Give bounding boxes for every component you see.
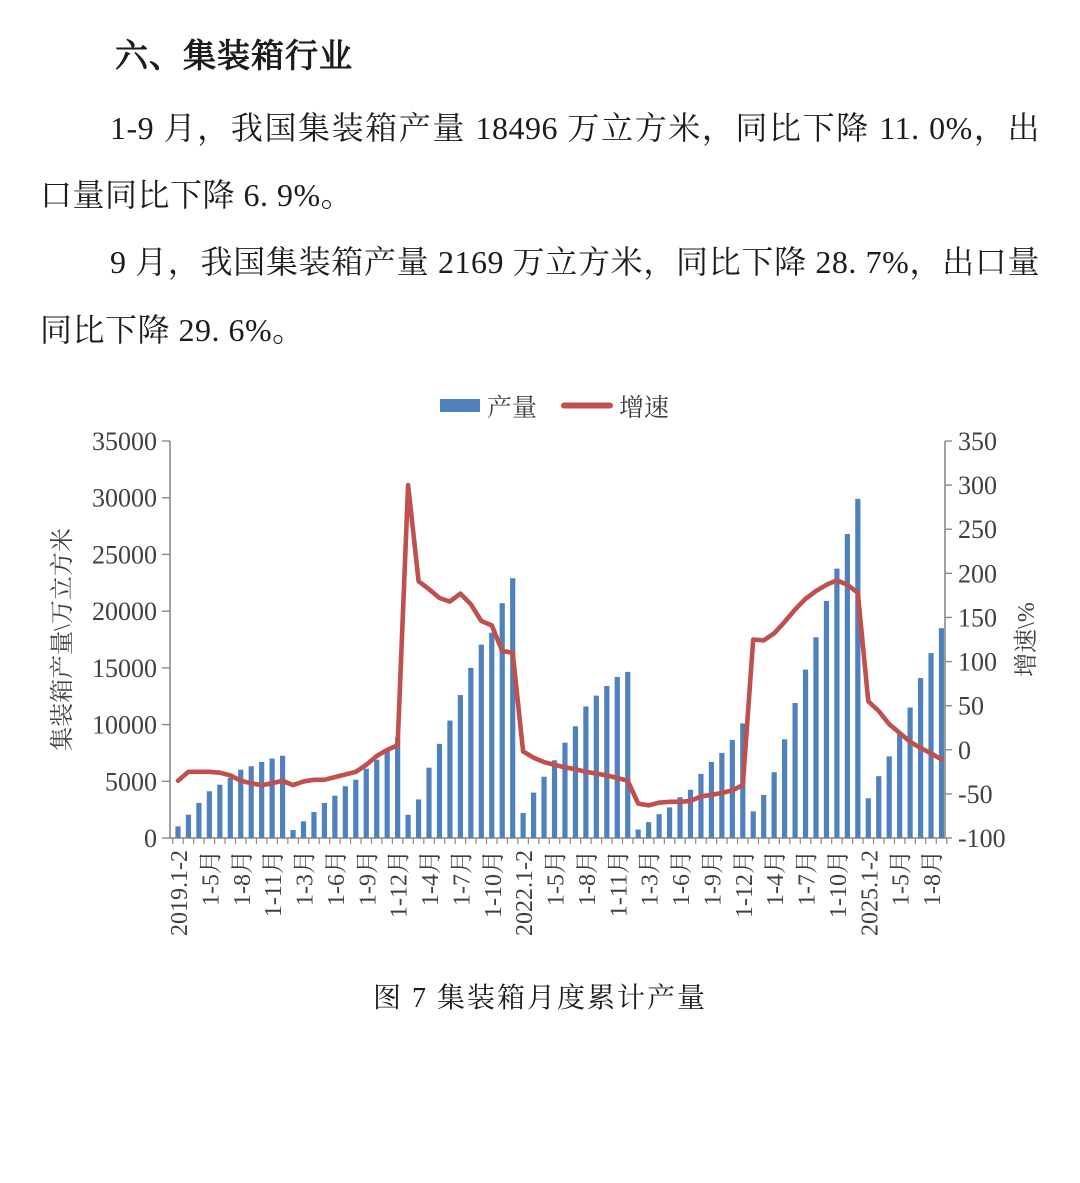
left-tick-label: 5000 bbox=[105, 767, 157, 797]
production-bar bbox=[813, 637, 818, 838]
x-tick-label: 1-10月 bbox=[825, 850, 852, 918]
production-bar bbox=[928, 653, 933, 838]
x-tick-label: 1-9月 bbox=[355, 850, 382, 906]
x-tick-label: 1-9月 bbox=[700, 850, 727, 906]
x-tick-label: 1-10月 bbox=[480, 850, 507, 918]
production-bar bbox=[510, 578, 515, 838]
production-bar bbox=[562, 743, 567, 838]
production-bar bbox=[803, 670, 808, 838]
production-bar bbox=[249, 766, 254, 838]
production-bar bbox=[615, 677, 620, 838]
container-output-chart bbox=[0, 378, 1080, 978]
right-axis-title: 增速\% bbox=[1014, 602, 1040, 677]
production-bar bbox=[374, 760, 379, 838]
right-tick-label: 250 bbox=[958, 515, 997, 545]
production-bar bbox=[782, 739, 787, 838]
production-bar bbox=[489, 633, 494, 838]
right-tick-label: -100 bbox=[958, 824, 1006, 853]
left-tick-label: 0 bbox=[144, 824, 157, 853]
production-bar bbox=[531, 793, 536, 838]
production-bar bbox=[855, 499, 860, 838]
production-bar bbox=[688, 790, 693, 838]
legend-bar-swatch bbox=[440, 399, 480, 412]
production-bar bbox=[196, 803, 201, 838]
production-bar bbox=[290, 830, 295, 838]
production-bar bbox=[500, 603, 505, 838]
production-bar bbox=[939, 628, 944, 838]
x-tick-label: 1-3月 bbox=[292, 850, 319, 906]
legend-line-label: 增速 bbox=[619, 395, 670, 422]
production-bar bbox=[217, 785, 222, 838]
x-tick-label: 1-6月 bbox=[669, 850, 696, 906]
production-bar bbox=[385, 750, 390, 838]
production-bar bbox=[395, 737, 400, 838]
chart-svg bbox=[0, 378, 1080, 978]
production-bar bbox=[918, 678, 923, 838]
x-tick-label: 1-3月 bbox=[637, 850, 664, 906]
production-bar bbox=[447, 721, 452, 838]
x-tick-label: 1-8月 bbox=[920, 850, 947, 906]
production-bar bbox=[311, 812, 316, 838]
production-bar bbox=[594, 696, 599, 838]
right-tick-label: 200 bbox=[958, 559, 997, 589]
production-bar bbox=[270, 759, 275, 838]
x-tick-label: 1-12月 bbox=[731, 850, 758, 918]
production-bar bbox=[604, 686, 609, 838]
production-bar bbox=[332, 796, 337, 838]
production-bar bbox=[625, 672, 630, 838]
production-bar bbox=[897, 733, 902, 838]
left-tick-label: 20000 bbox=[92, 597, 157, 627]
x-tick-label: 1-8月 bbox=[229, 850, 256, 906]
production-bar bbox=[364, 769, 369, 838]
production-bar bbox=[521, 813, 526, 838]
production-bar bbox=[761, 795, 766, 838]
x-tick-label: 2022.1-2 bbox=[512, 850, 539, 936]
right-tick-label: 100 bbox=[958, 647, 997, 677]
x-tick-label: 1-8月 bbox=[574, 850, 601, 906]
paragraph-monthly-output: 9 月，我国集装箱产量 2169 万立方米，同比下降 28. 7%，出口量同比下降 29. 6%。 bbox=[40, 244, 1040, 348]
production-bar bbox=[437, 744, 442, 838]
production-bar bbox=[322, 803, 327, 838]
production-bar bbox=[845, 534, 850, 838]
production-bar bbox=[887, 756, 892, 838]
x-tick-label: 1-7月 bbox=[794, 850, 821, 906]
left-tick-label: 10000 bbox=[92, 710, 157, 740]
production-bar bbox=[301, 821, 306, 838]
production-bar bbox=[866, 798, 871, 838]
right-tick-label: 0 bbox=[958, 735, 971, 765]
x-tick-label: 1-4月 bbox=[418, 850, 445, 906]
x-tick-label: 1-5月 bbox=[543, 850, 570, 906]
left-tick-label: 35000 bbox=[92, 427, 157, 456]
section-heading: 六、集装箱行业 bbox=[115, 39, 353, 75]
production-bar bbox=[698, 774, 703, 838]
x-tick-label: 2019.1-2 bbox=[167, 850, 193, 936]
production-bar bbox=[772, 772, 777, 838]
production-bar bbox=[259, 762, 264, 838]
production-bar bbox=[667, 807, 672, 838]
left-axis-title: 集装箱产量\万立方米 bbox=[50, 528, 76, 751]
right-tick-label: 300 bbox=[958, 471, 997, 501]
production-bar bbox=[646, 822, 651, 838]
production-bar bbox=[552, 760, 557, 838]
production-bar bbox=[353, 780, 358, 838]
production-bar bbox=[876, 776, 881, 838]
production-bar bbox=[751, 811, 756, 838]
right-tick-label: 50 bbox=[958, 691, 984, 721]
production-bar bbox=[479, 645, 484, 838]
right-tick-label: 350 bbox=[958, 427, 997, 456]
x-tick-label: 1-5月 bbox=[198, 850, 225, 906]
production-bar bbox=[573, 726, 578, 838]
production-bar bbox=[416, 799, 421, 838]
production-bar bbox=[186, 815, 191, 838]
figure-caption: 图 7 集装箱月度累计产量 bbox=[372, 983, 707, 1014]
production-bar bbox=[343, 786, 348, 838]
x-tick-label: 1-11月 bbox=[606, 850, 633, 918]
production-bar bbox=[458, 695, 463, 838]
production-bar bbox=[175, 826, 180, 838]
production-bar bbox=[709, 762, 714, 838]
legend-bar-label: 产量 bbox=[487, 395, 538, 422]
x-tick-label: 1-12月 bbox=[386, 850, 413, 918]
production-bar bbox=[657, 814, 662, 838]
left-tick-label: 30000 bbox=[92, 483, 157, 513]
production-bar bbox=[908, 708, 913, 838]
production-bar bbox=[280, 756, 285, 838]
production-bar bbox=[541, 777, 546, 838]
production-bar bbox=[824, 601, 829, 838]
production-bar bbox=[636, 829, 641, 838]
production-bar bbox=[834, 569, 839, 838]
production-bar bbox=[468, 668, 473, 838]
production-bar bbox=[792, 703, 797, 838]
production-bar bbox=[405, 815, 410, 838]
left-tick-label: 25000 bbox=[92, 540, 157, 570]
right-tick-label: -50 bbox=[958, 779, 993, 809]
x-tick-label: 1-11月 bbox=[261, 850, 288, 918]
paragraph-cumulative-output: 1-9 月，我国集装箱产量 18496 万立方米，同比下降 11. 0%，出口量同比下降 6. 9%。 bbox=[40, 110, 1040, 214]
x-tick-label: 1-5月 bbox=[888, 850, 915, 906]
x-tick-label: 1-4月 bbox=[763, 850, 790, 906]
report-body bbox=[0, 30, 1080, 364]
right-tick-label: 150 bbox=[958, 603, 997, 633]
x-tick-label: 1-7月 bbox=[449, 850, 476, 906]
production-bar bbox=[426, 768, 431, 838]
left-tick-label: 15000 bbox=[92, 653, 157, 683]
x-tick-label: 2025.1-2 bbox=[857, 850, 884, 936]
production-bar bbox=[228, 778, 233, 838]
x-tick-label: 1-6月 bbox=[323, 850, 350, 906]
production-bar bbox=[207, 791, 212, 838]
